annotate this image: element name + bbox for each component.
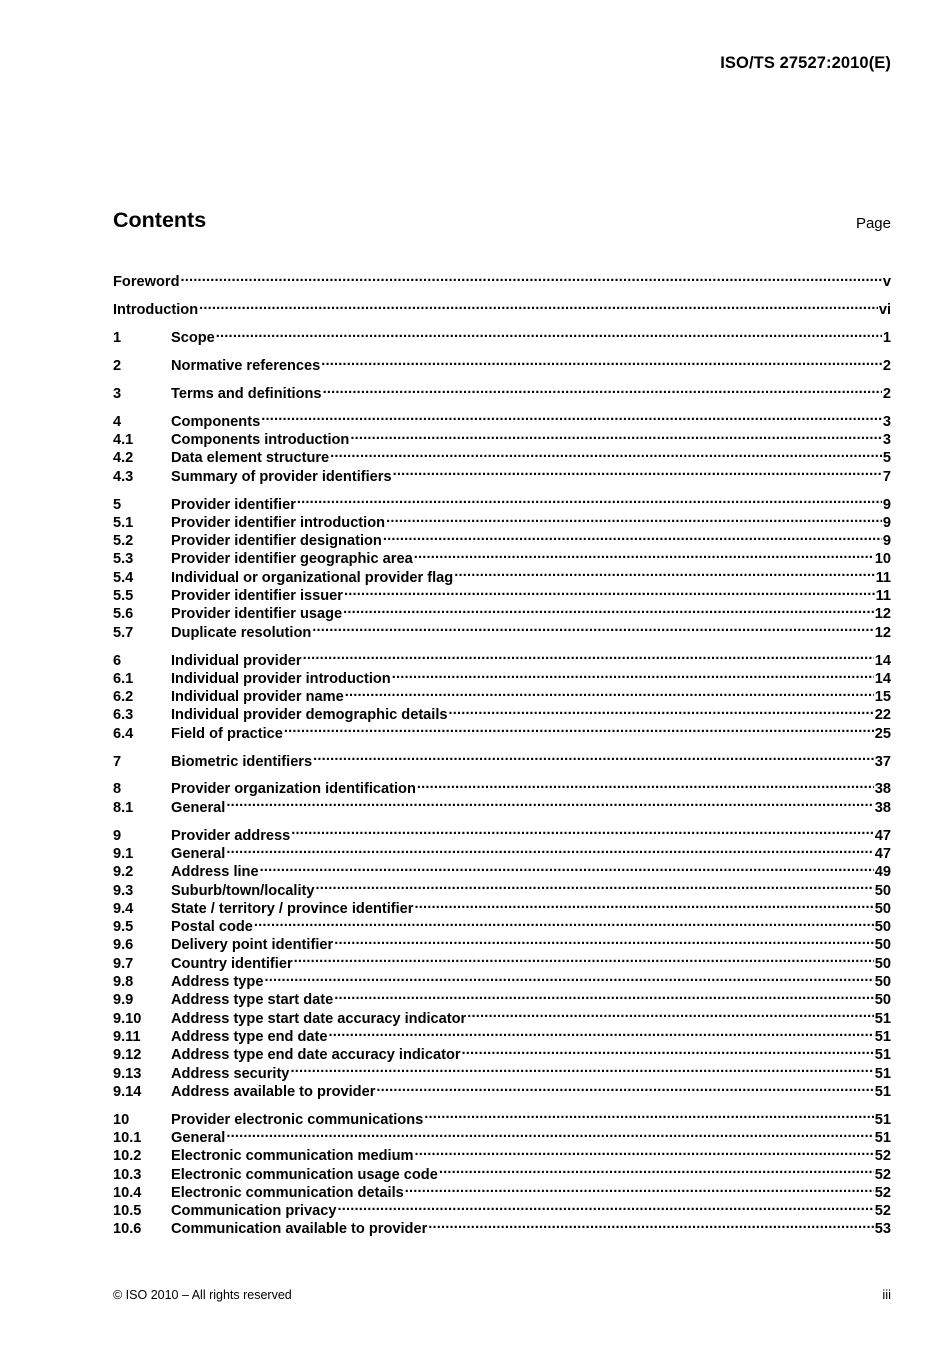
toc-entry-title: Address line bbox=[171, 864, 259, 881]
toc-entry-title: Address type start date accuracy indicator bbox=[171, 1010, 467, 1027]
toc-entry-page: 51 bbox=[874, 1047, 891, 1064]
toc-entry[interactable] bbox=[113, 380, 891, 402]
toc-entry-page: 51 bbox=[874, 1010, 891, 1027]
toc-entry-title: Individual or organizational provider flag bbox=[171, 569, 454, 586]
toc-entry-title: Electronic communication medium bbox=[171, 1148, 414, 1165]
toc-entry-number: 5.1 bbox=[113, 514, 134, 531]
toc-entry[interactable] bbox=[113, 775, 891, 798]
toc-entry-title: Provider identifier bbox=[171, 496, 296, 513]
toc-entry-title: Electronic communication details bbox=[171, 1184, 404, 1201]
toc-dot-leader bbox=[449, 701, 874, 719]
toc-entry-title: Introduction bbox=[113, 302, 199, 319]
toc-entry-title: Components introduction bbox=[171, 432, 350, 449]
toc-dot-leader bbox=[383, 527, 882, 545]
toc-group bbox=[113, 268, 891, 291]
toc-dot-leader bbox=[414, 895, 873, 913]
toc-entry[interactable] bbox=[113, 296, 891, 319]
toc-entry-number: 8.1 bbox=[113, 799, 134, 816]
toc-entry-page: 12 bbox=[874, 606, 891, 623]
toc-entry-page: 9 bbox=[882, 533, 891, 550]
toc-entry-page: 3 bbox=[882, 413, 891, 430]
toc-dot-leader bbox=[414, 545, 874, 563]
toc-entry-title: Provider identifier designation bbox=[171, 533, 382, 550]
toc-dot-leader bbox=[180, 268, 881, 286]
toc-dot-leader bbox=[260, 858, 874, 876]
toc-entry-number: 8 bbox=[113, 781, 122, 798]
toc-dot-leader bbox=[226, 1124, 873, 1142]
toc-entry-title: Provider electronic communications bbox=[171, 1111, 424, 1128]
toc-group bbox=[113, 380, 891, 402]
toc-dot-leader bbox=[417, 775, 874, 793]
toc-entry-number: 10.5 bbox=[113, 1203, 142, 1220]
toc-entry-title: Summary of provider identifiers bbox=[171, 468, 392, 485]
contents-heading: Contents bbox=[113, 208, 207, 232]
toc-entry-title: Delivery point identifier bbox=[171, 937, 334, 954]
toc-entry-number: 9.6 bbox=[113, 937, 134, 954]
toc-entry-page: 49 bbox=[874, 864, 891, 881]
toc-dot-leader bbox=[303, 646, 874, 664]
toc-entry-number: 4.3 bbox=[113, 468, 134, 485]
toc-dot-leader bbox=[216, 324, 882, 342]
toc-entry[interactable] bbox=[113, 490, 891, 513]
toc-entry-number: 7 bbox=[113, 753, 122, 770]
toc-entry-title: Communication privacy bbox=[171, 1203, 337, 1220]
toc-entry-number: 10.4 bbox=[113, 1184, 142, 1201]
toc-entry-title: Individual provider demographic details bbox=[171, 707, 448, 724]
toc-entry-number: 9.5 bbox=[113, 919, 134, 936]
toc-entry[interactable] bbox=[113, 840, 891, 862]
toc-entry[interactable] bbox=[113, 747, 891, 770]
toc-dot-leader bbox=[254, 913, 874, 931]
toc-entry-title: Field of practice bbox=[171, 725, 283, 742]
toc-entry-page: vi bbox=[878, 302, 891, 319]
table-of-contents bbox=[113, 268, 891, 1238]
toc-entry-number: 9.10 bbox=[113, 1010, 142, 1027]
toc-entry-page: 11 bbox=[875, 569, 891, 586]
toc-entry-title: Normative references bbox=[171, 357, 321, 374]
toc-entry-page: 15 bbox=[874, 689, 891, 706]
toc-entry-title: Address type end date accuracy indicator bbox=[171, 1047, 461, 1064]
page-column-label: Page bbox=[855, 215, 891, 232]
toc-dot-leader bbox=[462, 1041, 874, 1059]
toc-entry-page: 51 bbox=[874, 1083, 891, 1100]
toc-entry[interactable] bbox=[113, 821, 891, 844]
toc-entry-page: 50 bbox=[874, 937, 891, 954]
toc-dot-leader bbox=[424, 1105, 874, 1123]
toc-entry-number: 6 bbox=[113, 652, 122, 669]
toc-dot-leader bbox=[414, 1142, 873, 1160]
toc-entry-title: Foreword bbox=[113, 274, 180, 291]
toc-entry-title: Duplicate resolution bbox=[171, 624, 312, 641]
toc-entry-number: 6.3 bbox=[113, 707, 134, 724]
toc-entry-number: 9.14 bbox=[113, 1083, 142, 1100]
toc-entry-title: Provider address bbox=[171, 827, 291, 844]
toc-dot-leader bbox=[454, 563, 874, 581]
toc-dot-leader bbox=[261, 407, 882, 425]
toc-entry-title: Provider identifier geographic area bbox=[171, 551, 413, 568]
toc-entry[interactable] bbox=[113, 1142, 891, 1165]
toc-entry-number: 4 bbox=[113, 413, 122, 430]
toc-group bbox=[113, 1105, 891, 1238]
toc-entry-page: 50 bbox=[874, 974, 891, 991]
toc-entry-page: 2 bbox=[882, 385, 891, 402]
toc-entry-number: 5.5 bbox=[113, 588, 134, 605]
toc-entry-number: 9.7 bbox=[113, 955, 134, 972]
toc-entry-number: 5 bbox=[113, 496, 122, 513]
toc-dot-leader bbox=[297, 490, 882, 508]
toc-entry-number: 5.7 bbox=[113, 624, 134, 641]
toc-entry-page: 51 bbox=[874, 1028, 891, 1045]
toc-dot-leader bbox=[284, 719, 874, 737]
toc-dot-leader bbox=[393, 462, 882, 480]
toc-entry-number: 5.2 bbox=[113, 533, 134, 550]
toc-entry-title: State / territory / province identifier bbox=[171, 900, 414, 917]
toc-dot-leader bbox=[392, 665, 874, 683]
toc-entry-page: 9 bbox=[882, 496, 891, 513]
toc-entry-number: 10.3 bbox=[113, 1166, 142, 1183]
toc-entry-title: Terms and definitions bbox=[171, 385, 322, 402]
toc-dot-leader bbox=[264, 968, 873, 986]
toc-entry-title: Components bbox=[171, 413, 261, 430]
toc-entry-title: Country identifier bbox=[171, 955, 293, 972]
toc-group bbox=[113, 821, 891, 1100]
toc-entry-page: 47 bbox=[874, 845, 891, 862]
toc-entry[interactable] bbox=[113, 324, 891, 347]
toc-entry-title: General bbox=[171, 799, 226, 816]
toc-dot-leader bbox=[439, 1160, 874, 1178]
toc-entry-number: 9.11 bbox=[113, 1028, 141, 1045]
toc-entry-number: 9 bbox=[113, 827, 122, 844]
toc-entry-title: Provider identifier issuer bbox=[171, 588, 343, 605]
toc-entry-page: 51 bbox=[874, 1111, 891, 1128]
toc-entry-title: Address security bbox=[171, 1065, 290, 1082]
toc-entry-title: Address available to provider bbox=[171, 1083, 376, 1100]
toc-entry-page: 50 bbox=[874, 955, 891, 972]
copyright-notice: © ISO 2010 – All rights reserved bbox=[113, 1288, 292, 1302]
toc-entry-title: Provider identifier usage bbox=[171, 606, 343, 623]
toc-entry-title: Address type start date bbox=[171, 992, 334, 1009]
toc-entry-page: 47 bbox=[874, 827, 891, 844]
toc-entry-number: 10.2 bbox=[113, 1148, 142, 1165]
toc-entry-page: 9 bbox=[882, 514, 891, 531]
toc-dot-leader bbox=[343, 600, 874, 618]
toc-entry-title: General bbox=[171, 845, 226, 862]
toc-entry-page: 38 bbox=[874, 781, 891, 798]
toc-entry-page: 22 bbox=[874, 707, 891, 724]
toc-entry[interactable] bbox=[113, 268, 891, 291]
toc-entry-title: Suburb/town/locality bbox=[171, 882, 315, 899]
toc-dot-leader bbox=[313, 747, 874, 765]
toc-entry-number: 9.3 bbox=[113, 882, 134, 899]
toc-dot-leader bbox=[291, 821, 874, 839]
toc-entry-page: 52 bbox=[874, 1148, 891, 1165]
toc-entry-page: 37 bbox=[874, 753, 891, 770]
toc-dot-leader bbox=[344, 582, 875, 600]
toc-entry-page: 14 bbox=[874, 670, 891, 687]
toc-entry-number: 1 bbox=[113, 330, 122, 347]
toc-entry[interactable] bbox=[113, 352, 891, 374]
toc-group bbox=[113, 407, 891, 485]
toc-entry[interactable] bbox=[113, 646, 891, 669]
toc-dot-leader bbox=[226, 793, 873, 811]
toc-entry-page: 1 bbox=[882, 330, 891, 347]
toc-entry[interactable] bbox=[113, 1105, 891, 1128]
toc-group bbox=[113, 296, 891, 319]
toc-entry[interactable] bbox=[113, 1124, 891, 1146]
toc-entry-page: 50 bbox=[874, 900, 891, 917]
toc-dot-leader bbox=[290, 1059, 873, 1077]
toc-dot-leader bbox=[330, 444, 882, 462]
toc-entry-page: 10 bbox=[874, 551, 891, 568]
toc-entry-page: 52 bbox=[874, 1166, 891, 1183]
toc-group bbox=[113, 646, 891, 742]
toc-entry-number: 5.3 bbox=[113, 551, 134, 568]
toc-entry-title: Provider identifier introduction bbox=[171, 514, 386, 531]
toc-dot-leader bbox=[323, 380, 882, 398]
toc-entry-number: 4.1 bbox=[113, 432, 134, 449]
toc-entry-number: 9.8 bbox=[113, 974, 134, 991]
toc-entry-number: 2 bbox=[113, 357, 122, 374]
toc-entry-number: 10.6 bbox=[113, 1221, 142, 1238]
toc-entry-title: Provider organization identification bbox=[171, 781, 416, 798]
toc-entry-title: Individual provider name bbox=[171, 689, 344, 706]
toc-dot-leader bbox=[467, 1004, 874, 1022]
toc-entry-title: Individual provider introduction bbox=[171, 670, 391, 687]
toc-entry-title: Scope bbox=[171, 330, 215, 347]
toc-entry-page: 25 bbox=[874, 725, 891, 742]
toc-entry-number: 10.1 bbox=[113, 1130, 142, 1146]
toc-entry-page: 38 bbox=[874, 799, 891, 816]
toc-entry-page: 7 bbox=[882, 468, 891, 485]
toc-dot-leader bbox=[294, 949, 874, 967]
toc-dot-leader bbox=[334, 931, 874, 949]
toc-entry-page: 50 bbox=[874, 992, 891, 1009]
toc-entry-number: 9.9 bbox=[113, 992, 134, 1009]
toc-dot-leader bbox=[428, 1215, 874, 1233]
toc-entry-page: 52 bbox=[874, 1184, 891, 1201]
toc-dot-leader bbox=[334, 986, 874, 1004]
toc-entry-number: 10 bbox=[113, 1111, 130, 1128]
toc-dot-leader bbox=[386, 509, 882, 527]
toc-entry-title: General bbox=[171, 1130, 226, 1146]
toc-dot-leader bbox=[329, 1023, 874, 1041]
toc-entry-title: Address type end date bbox=[171, 1028, 328, 1045]
toc-entry-number: 3 bbox=[113, 385, 122, 402]
toc-dot-leader bbox=[226, 840, 873, 858]
toc-entry-title: Biometric identifiers bbox=[171, 753, 313, 770]
toc-entry-title: Address type bbox=[171, 974, 264, 991]
toc-dot-leader bbox=[321, 352, 882, 370]
toc-entry-title: Data element structure bbox=[171, 450, 330, 467]
toc-entry-page: 11 bbox=[875, 588, 891, 605]
toc-entry-number: 9.12 bbox=[113, 1047, 142, 1064]
toc-entry-page: 3 bbox=[882, 432, 891, 449]
toc-entry[interactable] bbox=[113, 793, 891, 816]
toc-entry-page: 2 bbox=[882, 357, 891, 374]
toc-entry-number: 6.1 bbox=[113, 670, 134, 687]
toc-group bbox=[113, 324, 891, 347]
toc-dot-leader bbox=[316, 876, 874, 894]
toc-entry-page: 52 bbox=[874, 1203, 891, 1220]
toc-dot-leader bbox=[405, 1179, 874, 1197]
toc-dot-leader bbox=[345, 683, 874, 701]
toc-dot-leader bbox=[312, 618, 873, 636]
toc-entry[interactable] bbox=[113, 407, 891, 430]
toc-entry-title: Postal code bbox=[171, 919, 253, 936]
document-reference: ISO/TS 27527:2010(E) bbox=[720, 54, 891, 72]
toc-group bbox=[113, 352, 891, 374]
toc-entry-number: 5.6 bbox=[113, 606, 134, 623]
toc-entry-title: Individual provider bbox=[171, 652, 302, 669]
toc-entry-number: 6.4 bbox=[113, 725, 134, 742]
toc-dot-leader bbox=[350, 426, 882, 444]
toc-entry-title: Communication available to provider bbox=[171, 1221, 428, 1238]
toc-dot-leader bbox=[199, 296, 878, 314]
toc-entry-number: 9.4 bbox=[113, 900, 134, 917]
toc-entry-number: 6.2 bbox=[113, 689, 134, 706]
toc-entry-page: 51 bbox=[874, 1065, 891, 1082]
toc-entry-number: 9.2 bbox=[113, 864, 134, 881]
toc-entry-page: 50 bbox=[874, 919, 891, 936]
toc-group bbox=[113, 490, 891, 641]
toc-entry-page: 12 bbox=[874, 624, 891, 641]
toc-entry-page: 50 bbox=[874, 882, 891, 899]
toc-dot-leader bbox=[337, 1197, 873, 1215]
toc-group bbox=[113, 775, 891, 816]
toc-entry[interactable] bbox=[113, 858, 891, 881]
toc-entry-title: Electronic communication usage code bbox=[171, 1166, 438, 1183]
toc-entry-page: 51 bbox=[874, 1130, 891, 1146]
toc-entry-number: 4.2 bbox=[113, 450, 134, 467]
toc-entry-page: 53 bbox=[874, 1221, 891, 1238]
toc-entry-number: 5.4 bbox=[113, 569, 134, 586]
toc-entry-page: 5 bbox=[882, 450, 891, 467]
toc-entry-number: 9.13 bbox=[113, 1065, 142, 1082]
toc-group bbox=[113, 747, 891, 770]
toc-entry-number: 9.1 bbox=[113, 845, 134, 862]
toc-entry-page: v bbox=[882, 274, 891, 291]
toc-dot-leader bbox=[376, 1078, 873, 1096]
toc-entry-page: 14 bbox=[874, 652, 891, 669]
page-number: iii bbox=[882, 1287, 891, 1302]
